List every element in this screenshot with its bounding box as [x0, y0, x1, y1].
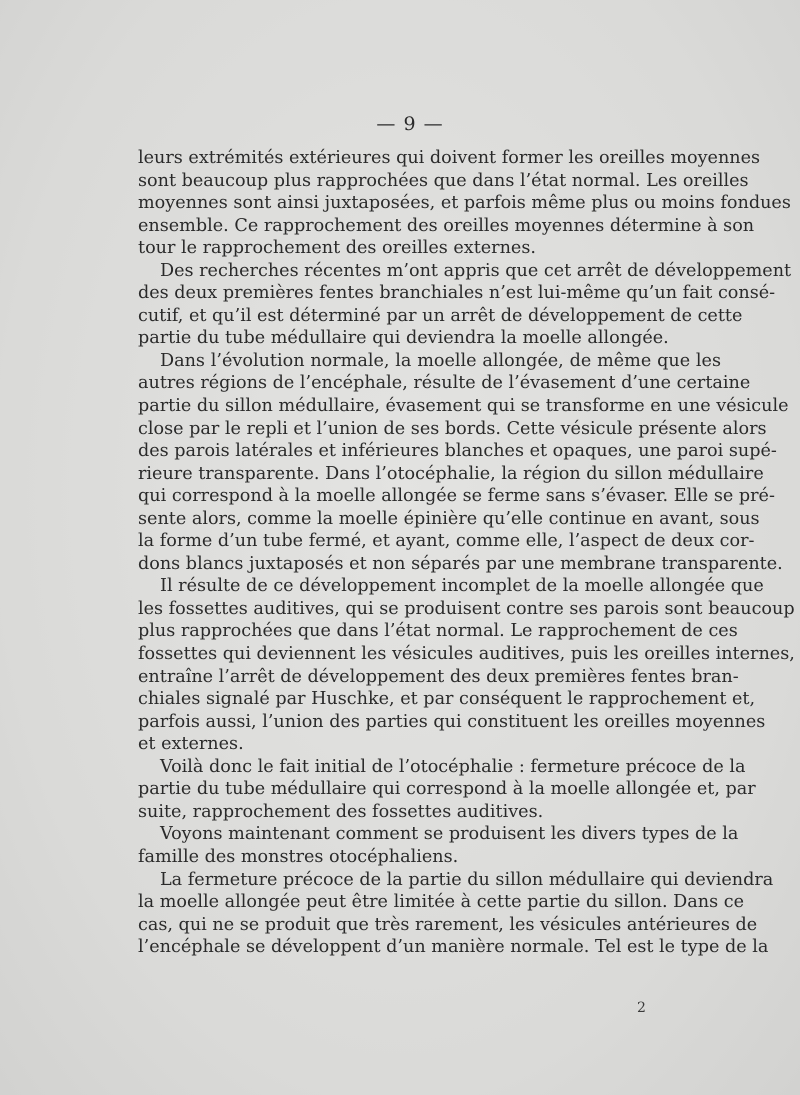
- signature-mark: 2: [637, 1000, 646, 1016]
- text-line: la forme d’un tube fermé, et ayant, comme elle, l’aspect de deux cor-: [138, 531, 755, 552]
- page-number: — 9 —: [376, 113, 444, 135]
- text-line: La fermeture précoce de la partie du sillon médullaire qui deviendra: [160, 869, 774, 890]
- text-line: partie du tube médullaire qui correspond à la moelle allongée et, par: [138, 779, 756, 800]
- text-line: des deux premières fentes branchiales n’est lui-même qu’un fait consé-: [138, 283, 776, 304]
- text-line: Il résulte de ce développement incomplet de la moelle allongée que: [160, 576, 764, 597]
- text-line: leurs extrémités extérieures qui doivent former les oreilles moyennes: [138, 148, 761, 168]
- text-line: les fossettes auditives, qui se produisent contre ses parois sont beaucoup: [138, 598, 795, 619]
- text-line: l’encéphale se développent d’un manière normale. Tel est le type de la: [138, 937, 769, 958]
- text-line: rieure transparente. Dans l’otocéphalie, la région du sillon médullaire: [138, 463, 764, 484]
- text-line: tour le rapprochement des oreilles externes.: [138, 238, 536, 259]
- text-line: suite, rapprochement des fossettes auditives.: [138, 801, 544, 822]
- text-line: parfois aussi, l’union des parties qui constituent les oreilles moyennes: [138, 711, 766, 732]
- text-line: sente alors, comme la moelle épinière qu’elle continue en avant, sous: [138, 508, 760, 529]
- text-line: cas, qui ne se produit que très rarement, les vésicules antérieures de: [138, 914, 758, 935]
- text-line: famille des monstres otocéphaliens.: [138, 846, 459, 867]
- text-line: ensemble. Ce rapprochement des oreilles moyennes détermine à son: [138, 215, 755, 236]
- text-line: autres régions de l’encéphale, résulte de l’évasement d’une certaine: [138, 373, 751, 394]
- text-line: partie du sillon médullaire, évasement qui se transforme en une vésicule: [138, 396, 789, 417]
- text-line: plus rapprochées que dans l’état normal. Le rapprochement de ces: [138, 621, 738, 642]
- text-line: Dans l’évolution normale, la moelle allongée, de même que les: [160, 350, 721, 371]
- text-line: qui correspond à la moelle allongée se ferme sans s’évaser. Elle se pré-: [138, 486, 775, 507]
- text-line: entraîne l’arrêt de développement des deux premières fentes bran-: [138, 666, 739, 687]
- text-line: Des recherches récentes m’ont appris que cet arrêt de développement: [160, 260, 792, 281]
- text-line: des parois latérales et inférieures blanches et opaques, une paroi supé-: [138, 441, 777, 462]
- text-line: fossettes qui deviennent les vésicules auditives, puis les oreilles internes,: [138, 644, 795, 665]
- text-line: cutif, et qu’il est déterminé par un arrêt de développement de cette: [138, 305, 743, 326]
- text-line: dons blancs juxtaposés et non séparés par une membrane transparente.: [138, 553, 783, 574]
- body-text: [138, 147, 795, 959]
- text-line: partie du tube médullaire qui deviendra la moelle allongée.: [138, 328, 669, 349]
- text-line: sont beaucoup plus rapprochées que dans l’état normal. Les oreilles: [138, 170, 749, 191]
- text-line: moyennes sont ainsi juxtaposées, et parfois même plus ou moins fondues: [138, 193, 791, 214]
- text-line: la moelle allongée peut être limitée à cette partie du sillon. Dans ce: [138, 892, 744, 913]
- text-line: close par le repli et l’union de ses bords. Cette vésicule présente alors: [138, 418, 767, 439]
- text-line: Voyons maintenant comment se produisent les divers types de la: [160, 824, 739, 845]
- text-line: Voilà donc le fait initial de l’otocéphalie : fermeture précoce de la: [160, 756, 746, 777]
- text-line: et externes.: [138, 734, 244, 755]
- text-line: chiales signalé par Huschke, et par conséquent le rapprochement et,: [138, 689, 756, 710]
